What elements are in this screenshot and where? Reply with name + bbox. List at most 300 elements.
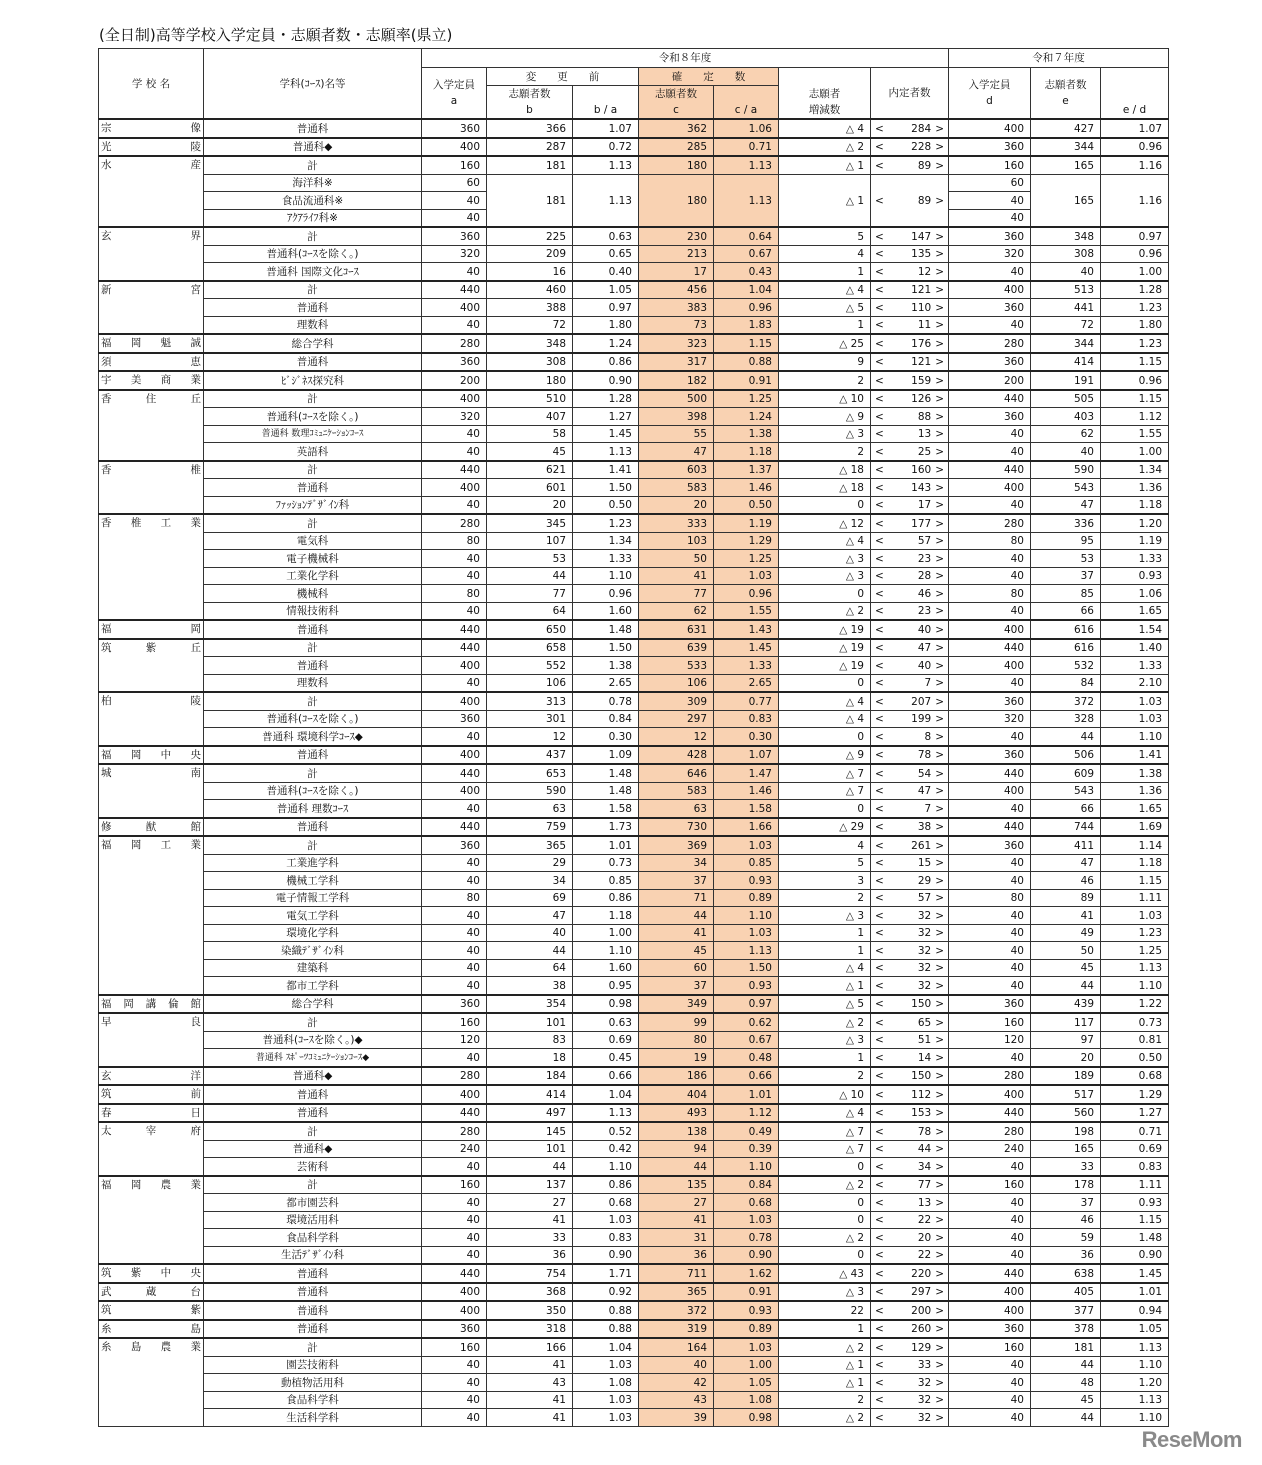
ratio-ba: 1.48 <box>573 764 639 782</box>
applicants-c: 711 <box>639 1264 714 1283</box>
ratio-ca: 0.43 <box>714 263 779 281</box>
naitei-cell <box>871 995 949 1014</box>
ratio-ed: 1.65 <box>1101 800 1169 818</box>
applicants-b: 41 <box>487 1211 573 1229</box>
applicants-c: 80 <box>639 1031 714 1049</box>
table-row <box>99 674 1169 692</box>
ratio-ed: 0.50 <box>1101 1049 1169 1067</box>
school-name: 水産 <box>99 156 204 227</box>
applicants-e: 165 <box>1031 156 1101 174</box>
applicants-c: 44 <box>639 907 714 925</box>
ratio-ca: 1.18 <box>714 443 779 461</box>
naitei-value: 34 <box>917 1160 932 1173</box>
ratio-ed: 1.23 <box>1101 334 1169 353</box>
header-applicants-b: 志願者数 b <box>487 86 573 120</box>
ratio-ba: 1.28 <box>573 390 639 408</box>
applicant-diff: △ 10 <box>779 390 871 408</box>
ratio-ba: 2.65 <box>573 674 639 692</box>
course: 計 <box>204 639 422 657</box>
naitei-cell <box>871 1104 949 1123</box>
applicant-diff: △ 7 <box>779 764 871 782</box>
table-row <box>99 995 1169 1014</box>
capacity-a: 40 <box>422 1158 487 1176</box>
ratio-ca: 0.85 <box>714 854 779 872</box>
table-row <box>99 390 1169 408</box>
bracket-close: > <box>935 248 944 261</box>
applicants-e: 308 <box>1031 245 1101 263</box>
ratio-ca: 1.03 <box>714 567 779 585</box>
ratio-ca: 1.46 <box>714 479 779 497</box>
applicants-c: 43 <box>639 1391 714 1409</box>
ratio-ba: 1.07 <box>573 119 639 138</box>
applicant-diff: △ 4 <box>779 710 871 728</box>
applicant-diff: △ 1 <box>779 1374 871 1392</box>
naitei-value: 88 <box>917 410 932 423</box>
table-row <box>99 1246 1169 1264</box>
applicant-diff: △ 2 <box>779 1013 871 1031</box>
ratio-ed: 1.15 <box>1101 872 1169 890</box>
capacity-a: 40 <box>422 872 487 890</box>
applicants-b: 184 <box>487 1067 573 1086</box>
capacity-a: 280 <box>422 334 487 353</box>
capacity-a: 40 <box>422 1391 487 1409</box>
ratio-ba: 1.08 <box>573 1374 639 1392</box>
naitei-value: 23 <box>917 605 932 618</box>
school-name: 福岡工業 <box>99 836 204 995</box>
applicants-c: 39 <box>639 1409 714 1427</box>
table-row <box>99 1176 1169 1194</box>
table-row <box>99 1085 1169 1104</box>
ratio-ca: 0.64 <box>714 227 779 245</box>
ratio-ba: 1.04 <box>573 1338 639 1356</box>
applicants-e: 414 <box>1031 353 1101 372</box>
naitei-value: 28 <box>917 570 932 583</box>
course: 普通科 国際文化ｺｰｽ <box>204 263 422 281</box>
course: 都市工学科 <box>204 977 422 995</box>
course: ﾋﾞｼﾞﾈｽ探究科 <box>204 371 422 390</box>
applicants-b: 18 <box>487 1049 573 1067</box>
applicant-diff: △ 3 <box>779 907 871 925</box>
table-row <box>99 263 1169 281</box>
applicants-e: 513 <box>1031 281 1101 299</box>
capacity-d: 440 <box>949 1264 1031 1283</box>
capacity-a: 360 <box>422 227 487 245</box>
applicants-b: 41 <box>487 1391 573 1409</box>
bracket-open: < <box>875 122 884 135</box>
ratio-ca: 0.84 <box>714 1176 779 1194</box>
ratio-ba: 0.66 <box>573 1067 639 1086</box>
ratio-ba: 0.69 <box>573 1031 639 1049</box>
applicants-e: 505 <box>1031 390 1101 408</box>
applicants-e: 744 <box>1031 818 1101 837</box>
course: 環境活用科 <box>204 1211 422 1229</box>
course: 芸術科 <box>204 1158 422 1176</box>
applicants-b: 53 <box>487 550 573 568</box>
ratio-ba: 1.13 <box>573 156 639 174</box>
school-name: 香椎工業 <box>99 514 204 620</box>
bracket-open: < <box>875 1267 884 1280</box>
ratio-ba: 1.58 <box>573 800 639 818</box>
course: 普通科 <box>204 353 422 372</box>
ratio-ba: 0.63 <box>573 227 639 245</box>
capacity-a: 360 <box>422 119 487 138</box>
ratio-ba: 0.95 <box>573 977 639 995</box>
applicants-b: 287 <box>487 138 573 157</box>
capacity-d: 320 <box>949 710 1031 728</box>
capacity-a: 400 <box>422 1283 487 1302</box>
resemom-logo: ReseMom <box>1141 1427 1242 1452</box>
course: 総合学科 <box>204 334 422 353</box>
bracket-open: < <box>875 535 884 548</box>
applicant-diff: △ 3 <box>779 1031 871 1049</box>
ratio-ed: 1.03 <box>1101 710 1169 728</box>
ratio-ca: 1.29 <box>714 532 779 550</box>
applicants-b: 16 <box>487 263 573 281</box>
applicant-diff: △ 5 <box>779 995 871 1014</box>
naitei-value: 13 <box>917 1196 932 1209</box>
applicant-diff: △ 19 <box>779 620 871 639</box>
ratio-ca: 0.93 <box>714 872 779 890</box>
applicants-b: 414 <box>487 1085 573 1104</box>
naitei-value: 22 <box>917 1249 932 1262</box>
bracket-close: > <box>935 1070 944 1083</box>
course: 普通科(ｺｰｽを除く。) <box>204 245 422 263</box>
naitei-value: 17 <box>917 499 932 512</box>
bracket-close: > <box>935 1359 944 1372</box>
applicant-diff: 0 <box>779 1194 871 1212</box>
applicant-diff: △ 4 <box>779 532 871 550</box>
table-row <box>99 1356 1169 1374</box>
capacity-d: 360 <box>949 227 1031 245</box>
ratio-ba: 0.86 <box>573 1176 639 1194</box>
applicants-e: 62 <box>1031 425 1101 443</box>
bracket-close: > <box>935 892 944 905</box>
bracket-open: < <box>875 517 884 530</box>
naitei-cell <box>871 1122 949 1140</box>
bracket-open: < <box>875 1286 884 1299</box>
course: 海洋科※ <box>204 174 422 192</box>
naitei-cell <box>871 1049 949 1067</box>
applicants-b: 63 <box>487 800 573 818</box>
bracket-open: < <box>875 623 884 636</box>
capacity-a: 400 <box>422 1085 487 1104</box>
applicants-e: 48 <box>1031 1374 1101 1392</box>
ratio-ca: 1.07 <box>714 746 779 765</box>
bracket-open: < <box>875 695 884 708</box>
bracket-close: > <box>935 1267 944 1280</box>
bracket-open: < <box>875 909 884 922</box>
header-applicants-e: 志願者数 e <box>1031 67 1101 119</box>
capacity-d: 160 <box>949 1338 1031 1356</box>
table-row <box>99 764 1169 782</box>
school-name: 武蔵台 <box>99 1283 204 1302</box>
bracket-close: > <box>935 374 944 387</box>
bracket-close: > <box>935 1051 944 1064</box>
applicants-e: 403 <box>1031 408 1101 426</box>
naitei-cell <box>871 371 949 390</box>
capacity-d: 160 <box>949 156 1031 174</box>
table-row <box>99 639 1169 657</box>
applicants-e: 439 <box>1031 995 1101 1014</box>
table-row <box>99 1013 1169 1031</box>
table-row <box>99 746 1169 765</box>
capacity-d: 360 <box>949 692 1031 710</box>
ratio-ba: 0.88 <box>573 1301 639 1320</box>
course: 計 <box>204 764 422 782</box>
ratio-ca: 0.66 <box>714 1067 779 1086</box>
naitei-value: 32 <box>917 909 932 922</box>
bracket-close: > <box>935 464 944 477</box>
ratio-ed: 1.29 <box>1101 1085 1169 1104</box>
ratio-ba: 0.63 <box>573 1013 639 1031</box>
ratio-ba: 1.13 <box>573 443 639 461</box>
table-row <box>99 461 1169 479</box>
course: 普通科 <box>204 818 422 837</box>
applicants-c: 77 <box>639 585 714 603</box>
table-body <box>99 119 1169 1426</box>
bracket-close: > <box>935 552 944 565</box>
applicants-e: 46 <box>1031 872 1101 890</box>
naitei-value: 199 <box>911 713 932 726</box>
applicant-diff: 0 <box>779 1246 871 1264</box>
applicant-diff: 2 <box>779 1391 871 1409</box>
header-school: 学 校 名 <box>99 49 204 120</box>
school-name: 筑紫丘 <box>99 639 204 693</box>
bracket-close: > <box>935 1088 944 1101</box>
course: 理数科 <box>204 316 422 334</box>
ratio-ca: 1.01 <box>714 1085 779 1104</box>
table-row <box>99 782 1169 800</box>
naitei-value: 54 <box>917 767 932 780</box>
applicants-e: 198 <box>1031 1122 1101 1140</box>
applicant-diff: △ 7 <box>779 782 871 800</box>
applicants-e: 328 <box>1031 710 1101 728</box>
school-name: 福岡講倫館 <box>99 995 204 1014</box>
applicant-diff: △ 3 <box>779 550 871 568</box>
applicants-b: 365 <box>487 836 573 854</box>
bracket-open: < <box>875 1088 884 1101</box>
course: 計 <box>204 461 422 479</box>
bracket-open: < <box>875 1160 884 1173</box>
ratio-ba: 1.09 <box>573 746 639 765</box>
bracket-close: > <box>935 481 944 494</box>
table-row <box>99 425 1169 443</box>
capacity-d: 40 <box>949 1158 1031 1176</box>
bracket-open: < <box>875 265 884 278</box>
ratio-ed: 0.96 <box>1101 371 1169 390</box>
naitei-cell <box>871 550 949 568</box>
table-row <box>99 371 1169 390</box>
ratio-ca: 1.10 <box>714 1158 779 1176</box>
naitei-cell <box>871 245 949 263</box>
capacity-a: 40 <box>422 674 487 692</box>
applicants-e: 181 <box>1031 1338 1101 1356</box>
applicants-e: 66 <box>1031 602 1101 620</box>
capacity-d: 120 <box>949 1031 1031 1049</box>
ratio-ba: 0.86 <box>573 889 639 907</box>
naitei-value: 15 <box>917 857 932 870</box>
ratio-ba: 1.50 <box>573 639 639 657</box>
naitei-value: 32 <box>917 927 932 940</box>
bracket-close: > <box>935 301 944 314</box>
applicants-e: 66 <box>1031 800 1101 818</box>
course: 環境化学科 <box>204 924 422 942</box>
applicants-e: 344 <box>1031 138 1101 157</box>
bracket-open: < <box>875 839 884 852</box>
applicants-c: 103 <box>639 532 714 550</box>
capacity-d: 40 <box>949 674 1031 692</box>
ratio-ba: 1.34 <box>573 532 639 550</box>
naitei-cell <box>871 889 949 907</box>
bracket-close: > <box>935 1179 944 1192</box>
applicants-e: 441 <box>1031 299 1101 317</box>
naitei-cell <box>871 800 949 818</box>
table-row <box>99 1301 1169 1320</box>
capacity-d: 360 <box>949 299 1031 317</box>
capacity-a: 400 <box>422 1301 487 1320</box>
ratio-ed: 1.11 <box>1101 889 1169 907</box>
bracket-open: < <box>875 410 884 423</box>
capacity-a: 40 <box>422 602 487 620</box>
applicants-b: 41 <box>487 1356 573 1374</box>
bracket-open: < <box>875 570 884 583</box>
naitei-cell <box>871 924 949 942</box>
applicants-b: 44 <box>487 1158 573 1176</box>
school-name: 筑紫 <box>99 1301 204 1320</box>
capacity-a: 40 <box>422 942 487 960</box>
naitei-value: 89 <box>917 159 932 172</box>
applicants-c: 631 <box>639 620 714 639</box>
ratio-ca: 0.89 <box>714 889 779 907</box>
applicant-diff: 0 <box>779 585 871 603</box>
capacity-d: 40 <box>949 1229 1031 1247</box>
naitei-value: 77 <box>917 1179 932 1192</box>
capacity-d: 280 <box>949 1067 1031 1086</box>
ratio-ed: 1.38 <box>1101 764 1169 782</box>
applicants-c: 41 <box>639 1211 714 1229</box>
capacity-d: 40 <box>949 1391 1031 1409</box>
applicants-c: 73 <box>639 316 714 334</box>
school-name: 糸島農業 <box>99 1338 204 1426</box>
capacity-a: 40 <box>422 1049 487 1067</box>
ratio-ba: 0.88 <box>573 1320 639 1339</box>
ratio-ed: 1.54 <box>1101 620 1169 639</box>
capacity-a: 40 <box>422 1356 487 1374</box>
applicants-e: 543 <box>1031 479 1101 497</box>
course: 普通科 <box>204 1320 422 1339</box>
school-name: 香住丘 <box>99 390 204 461</box>
table-row <box>99 1264 1169 1283</box>
course: 計 <box>204 514 422 532</box>
naitei-cell <box>871 390 949 408</box>
ratio-ba: 1.71 <box>573 1264 639 1283</box>
ratio-ed: 1.33 <box>1101 657 1169 675</box>
applicants-b: 301 <box>487 710 573 728</box>
naitei-value: 228 <box>911 141 932 154</box>
ratio-ca: 1.00 <box>714 1356 779 1374</box>
table-row <box>99 1229 1169 1247</box>
table-row <box>99 353 1169 372</box>
bracket-close: > <box>935 428 944 441</box>
naitei-cell <box>871 1140 949 1158</box>
applicants-c: 369 <box>639 836 714 854</box>
applicants-e: 405 <box>1031 1283 1101 1302</box>
bracket-close: > <box>935 1323 944 1336</box>
applicants-c: 17 <box>639 263 714 281</box>
course: 機械科 <box>204 585 422 603</box>
school-name: 光陵 <box>99 138 204 157</box>
applicants-e: 543 <box>1031 782 1101 800</box>
course: 普通科 <box>204 620 422 639</box>
naitei-cell <box>871 1391 949 1409</box>
applicants-c: 646 <box>639 764 714 782</box>
ratio-ed: 1.20 <box>1101 514 1169 532</box>
applicants-c: 138 <box>639 1122 714 1140</box>
ratio-ed: 1.23 <box>1101 924 1169 942</box>
bracket-close: > <box>935 1286 944 1299</box>
applicants-e: 36 <box>1031 1246 1101 1264</box>
applicant-diff: 4 <box>779 836 871 854</box>
course: ｱｸｱﾗｲﾌ科※ <box>204 209 422 227</box>
course: 計 <box>204 1122 422 1140</box>
naitei-cell <box>871 532 949 550</box>
course: 電子機械科 <box>204 550 422 568</box>
applicants-c: 180 <box>639 174 714 227</box>
table-row <box>99 1374 1169 1392</box>
naitei-cell <box>871 657 949 675</box>
applicant-diff: 0 <box>779 674 871 692</box>
applicants-c: 44 <box>639 1158 714 1176</box>
applicants-e: 165 <box>1031 174 1101 227</box>
capacity-a: 80 <box>422 532 487 550</box>
ratio-ba: 1.38 <box>573 657 639 675</box>
applicants-c: 106 <box>639 674 714 692</box>
course: 計 <box>204 227 422 245</box>
applicant-diff: △ 1 <box>779 1356 871 1374</box>
ratio-ed: 1.55 <box>1101 425 1169 443</box>
ratio-ed: 1.10 <box>1101 728 1169 746</box>
bracket-close: > <box>935 1394 944 1407</box>
naitei-cell <box>871 585 949 603</box>
capacity-a: 280 <box>422 1067 487 1086</box>
naitei-value: 8 <box>924 730 932 743</box>
capacity-a: 400 <box>422 692 487 710</box>
applicant-diff: △ 4 <box>779 959 871 977</box>
naitei-value: 32 <box>917 1411 932 1424</box>
table-row <box>99 800 1169 818</box>
bracket-close: > <box>935 695 944 708</box>
applicants-c: 213 <box>639 245 714 263</box>
naitei-cell <box>871 1229 949 1247</box>
capacity-a: 360 <box>422 995 487 1014</box>
bracket-open: < <box>875 284 884 297</box>
naitei-cell <box>871 1283 949 1302</box>
course: 情報技術科 <box>204 602 422 620</box>
applicants-e: 33 <box>1031 1158 1101 1176</box>
applicants-e: 41 <box>1031 907 1101 925</box>
ratio-ca: 1.13 <box>714 156 779 174</box>
capacity-d: 40 <box>949 209 1031 227</box>
applicants-e: 506 <box>1031 746 1101 765</box>
capacity-d: 40 <box>949 800 1031 818</box>
naitei-cell <box>871 836 949 854</box>
course: 普通科 環境科学ｺｰｽ◆ <box>204 728 422 746</box>
naitei-value: 22 <box>917 1214 932 1227</box>
naitei-cell <box>871 156 949 174</box>
applicant-diff: 1 <box>779 1320 871 1339</box>
capacity-a: 40 <box>422 316 487 334</box>
bracket-open: < <box>875 1034 884 1047</box>
